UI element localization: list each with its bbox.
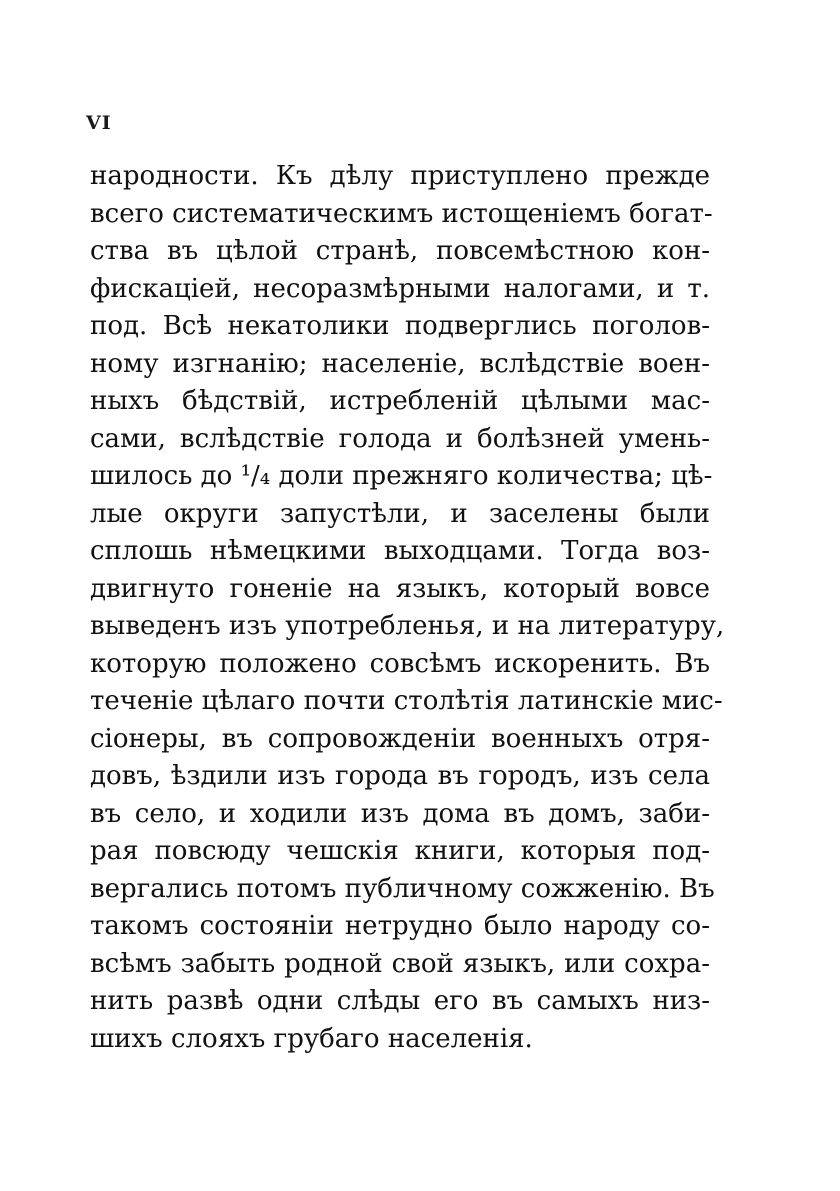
text-line: ства въ цѣлой странѣ, повсемѣстною кон-: [90, 236, 710, 266]
body-text: [90, 158, 725, 1058]
text-line: сами, вслѣдствіе голода и болѣзней умень-: [90, 423, 710, 454]
text-line: въ село, и ходили изъ дома въ домъ, заби-: [90, 798, 710, 829]
text-line: теченіе цѣлаго почти столѣтія латинскіе мис-: [90, 686, 723, 716]
text-line: лые округи запустѣли, и заселены были: [90, 498, 710, 529]
text-line: такомъ состояніи нетрудно было народу со-: [90, 911, 710, 941]
text-line: довъ, ѣздили изъ города въ городъ, изъ села: [90, 761, 710, 791]
text-line: народности. Къ дѣлу приступлено прежде: [90, 161, 710, 191]
page-number: VI: [86, 112, 112, 134]
text-line: выведенъ изъ употребленья, и на литературу,: [90, 611, 725, 641]
text-line: рая повсюду чешскія книги, которыя под-: [90, 836, 710, 866]
text-line: шихъ слояхъ грубаго населенія.: [90, 1023, 533, 1054]
text-line: вергались потомъ публичному сожженію. Въ: [90, 873, 715, 904]
text-line: шилось до ¹/₄ доли прежняго количества; цѣ-: [90, 461, 713, 491]
text-line: всего систематическимъ истощеніемъ богат-: [90, 198, 713, 229]
text-line: под. Всѣ некатолики подверглись поголов-: [90, 311, 710, 341]
text-line: ному изгнанію; населеніе, вслѣдствіе воен-: [90, 348, 710, 379]
text-line: которую положено совсѣмъ искоренить. Въ: [90, 648, 710, 679]
text-line: сіонеры, въ сопровожденіи военныхъ отря-: [90, 723, 710, 754]
text-line: фискаціей, несоразмѣрными налогами, и т.: [90, 273, 710, 304]
text-line: всѣмъ забыть родной свой языкъ, или сохра-: [90, 948, 710, 979]
text-line: двигнуто гоненіе на языкъ, который вовсе: [90, 573, 710, 604]
text-line: сплошь нѣмецкими выходцами. Тогда воз-: [90, 536, 710, 566]
text-line: нить развѣ одни слѣды его въ самыхъ низ-: [90, 986, 710, 1016]
text-line: ныхъ бѣдствій, истребленій цѣлыми мас-: [90, 386, 710, 416]
